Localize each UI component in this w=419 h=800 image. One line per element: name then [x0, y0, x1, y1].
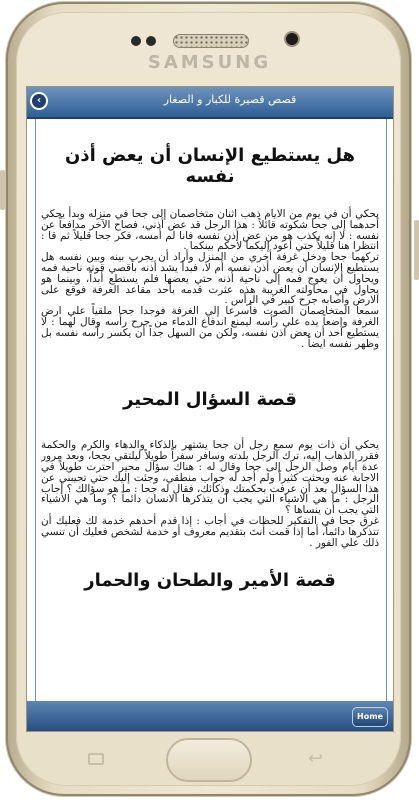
app-screen — [26, 86, 394, 732]
hardware-back-icon[interactable]: ↩ — [308, 748, 324, 769]
app-header — [27, 87, 393, 119]
story-paragraph: يحكي أن ذات يوم سمع رجل أن جحا يشتهر بالذكاء والدهاء والكرم والحكمة فقرر الذهاب إليه، ترك الرجل بلدته وسافر سفراً طويلاً ليلتقي بجحا، وبعد مرور عدة أيام وصل الرجل إلى جحا وقال له : هناك سؤال محير احترت طويلاً في الاجابة عنه وبحثت كثيراً ولم أجد له جواب منطقي، وجئت إليك حتي تجيبني عن هذا السؤال بعد أن عرفت بحكمتك وذكائك، فقال له جحا : ما هو سؤالك ؟ أجاب الرجل : ما هي الاشياء التي يجب أن يتذكرها الانسان دائماً ؟ وما هي الأشياء التي يجب أن ينساها ؟ — [41, 439, 379, 517]
power-button[interactable] — [414, 220, 419, 280]
story-title: قصة السؤال المحير — [123, 389, 297, 411]
earpiece-speaker — [173, 34, 249, 48]
story-paragraph: تركهما جحا ودخل غرفة أخري من المنزل وأراد أن يجرب بينه وبين نفسه هل يستطيع الإنسان أن يعض أذن نفسه أم لا، فبدأ يشد أذنه بأقصي قوته ناحية فمه ويحاول أن يعوج فمه إلى ناحية أذنه حتي يعضها فلم يستطع أبداً، وبينما هو يحاول في محاولته الغريبة هذه عثرت قدمه بأحد مقاعد الغرفة فوقع على الارض وأصابه جرح كبير في الرأس . — [41, 251, 379, 307]
proximity-sensor — [131, 36, 141, 46]
back-arrow-icon: ‹ — [32, 94, 46, 108]
story-paragraph: سمعا المتخاصمان الصوت فأسرعا إلي الغرفة فوجدا جحا ملقياً علي ارض الغرفة واضعاً يده علي رأسه ليمنع اندفاع الدماء من جرح رأسه وقال لهما : لا يستطيع أحد أن يعض اذن نفسه، ولكن من السهل جداً أن يكسر رأسه نفسه بل وظهر نفسه ايضاً . — [41, 305, 379, 350]
app-title: قصص قصيرة للكبار و الصغار — [163, 93, 297, 106]
story-scroll-area[interactable] — [41, 119, 379, 701]
story-paragraph: غرق جحا في التفكير للحظات في أجاب : إذا قدم أحدهم خدمة لك فعليك أن تتذكرها دائماً، أما إذا قمت أنتَ بتقديم معروف أو خدمة لشخص فعليك أن تنسي ذلك علي الفور . — [41, 514, 379, 549]
brand-logo: SAMSUNG — [147, 52, 272, 73]
story-paragraph: يحكي أن في يوم من الايام ذهب اثنان متخاصمان إلى جحا في منزله وبدأ يحكي أحدهما إلى جحا شكوته قائلاً : هذا الرجل قد عض أذني، فصاح الآخر مدافعاً عن نفسه : لا إنه يكذب هو من عض أذن نفسه فانا لم أمسه، فكر جحا قليلاً ثم قا : انتظرا هنا قليلاً حتي أعود إليكما لأحكم بينكما . — [41, 208, 379, 253]
front-camera-icon — [284, 31, 300, 47]
story-title: هل يستطيع الإنسان أن يعض أذن نفسه — [64, 145, 356, 187]
volume-button[interactable] — [0, 170, 5, 210]
recent-apps-icon[interactable] — [88, 753, 104, 765]
light-sensor — [146, 36, 156, 46]
home-button[interactable]: Home — [352, 707, 388, 727]
app-footer — [27, 701, 393, 731]
hardware-home-button[interactable] — [166, 738, 252, 782]
story-title: قصة الأمير والطحان والحمار — [84, 570, 336, 592]
